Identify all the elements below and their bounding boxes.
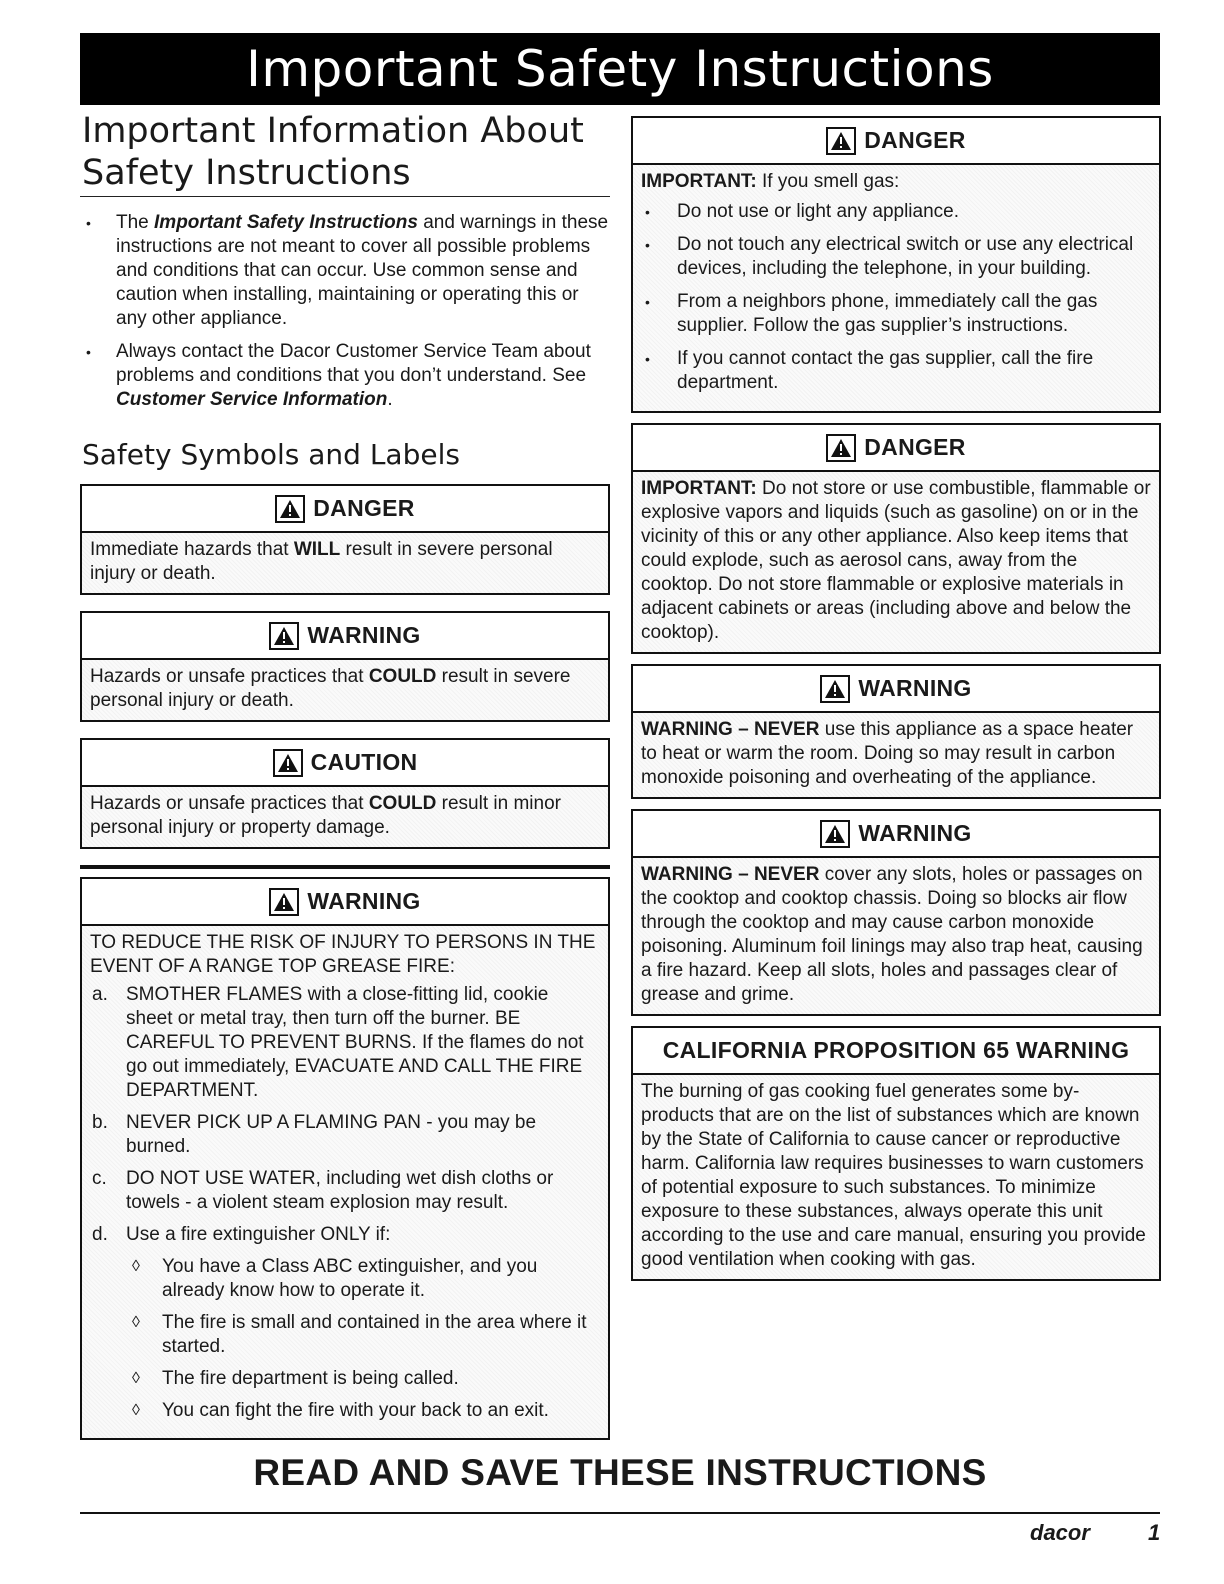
intro-bullets bbox=[80, 211, 610, 412]
list-item: ◊ The fire is small and contained in the area where it started. bbox=[132, 1312, 587, 1357]
brand-logo: dacor bbox=[1030, 1520, 1090, 1545]
page-number: 1 bbox=[1148, 1520, 1161, 1545]
box-title: WARNING bbox=[858, 820, 972, 846]
list-item: d. Use a fire extinguisher ONLY if: bbox=[92, 1224, 391, 1245]
grease-fire-warning-box bbox=[80, 877, 610, 1440]
box-title: WARNING bbox=[307, 888, 421, 914]
list-item: • If you cannot contact the gas supplier, call the fire department. bbox=[641, 347, 1151, 395]
list-item: ◊ You have a Class ABC extinguisher, and you already know how to operate it. bbox=[132, 1256, 538, 1301]
symbols-heading: Safety Symbols and Labels bbox=[82, 438, 460, 471]
list-item: • The Important Safety Instructions and warnings in these instructions are not meant to cover all possible problems and conditions that can occur. Use common sense and caution when installing, maintaining or operating this or any other appliance. bbox=[80, 211, 610, 331]
list-item: ◊ You can fight the fire with your back to an exit. bbox=[132, 1400, 549, 1421]
list-item: • Always contact the Dacor Customer Service Team about problems and conditions that you don’t understand. See Customer Service Information. bbox=[80, 340, 610, 412]
warning-triangle-icon bbox=[275, 495, 305, 523]
diamond-icon: ◊ bbox=[132, 1370, 140, 1387]
box-title: WARNING bbox=[858, 675, 972, 701]
list-item: a. SMOTHER FLAMES with a close-fitting lid, cookie sheet or metal tray, then turn off the burner. BE CAREFUL TO PREVENT BURNS. If the flames do not go out immediately, EVACUATE AND CALL THE FIRE DEPARTMENT. bbox=[92, 984, 584, 1101]
warning-label-box: WARNING Hazards or unsafe practices that COULD result in severe personal injury or death. bbox=[80, 611, 610, 722]
divider bbox=[80, 865, 610, 869]
list-item: • Do not use or light any appliance. bbox=[641, 200, 1151, 224]
list-item: ◊ The fire department is being called. bbox=[132, 1368, 459, 1389]
section-heading: Important Information About Safety Instructions bbox=[80, 110, 610, 197]
warning-triangle-icon bbox=[826, 434, 856, 462]
box-title: CALIFORNIA PROPOSITION 65 WARNING bbox=[662, 1037, 1130, 1063]
diamond-icon: ◊ bbox=[132, 1314, 140, 1331]
page-banner: Important Safety Instructions bbox=[80, 33, 1160, 105]
box-title: DANGER bbox=[313, 495, 415, 521]
warning-triangle-icon bbox=[820, 675, 850, 703]
list-item: c. DO NOT USE WATER, including wet dish cloths or towels - a violent steam explosion may result. bbox=[92, 1168, 554, 1213]
grease-intro: TO REDUCE THE RISK OF INJURY TO PERSONS IN THE EVENT OF A RANGE TOP GREASE FIRE: bbox=[90, 932, 596, 977]
right-column bbox=[631, 116, 1161, 1297]
caution-label-box: CAUTION Hazards or unsafe practices that COULD result in minor personal injury or property damage. bbox=[80, 738, 610, 849]
diamond-icon: ◊ bbox=[132, 1402, 140, 1419]
slots-warning-box: WARNING WARNING – NEVER cover any slots, holes or passages on the cooktop and cooktop chassis. Doing so blocks air flow through the cooktop and may cause carbon monoxide poisoning. Aluminum foil linings may also trap heat, causing a fire hazard. Keep all slots, holes and passages clear of grease and grime. bbox=[631, 809, 1161, 1016]
prop65-warning-box: CALIFORNIA PROPOSITION 65 WARNING The burning of gas cooking fuel generates some by-products that are on the list of substances which are known by the State of California to cause cancer or reproductive harm. California law requires businesses to warn customers of potential exposure to such substances. To minimize exposure to these substances, always operate this unit according to the use and care manual, ensuring you provide good ventilation when cooking with gas. bbox=[631, 1026, 1161, 1281]
left-column bbox=[80, 110, 610, 1456]
footer-title: READ AND SAVE THESE INSTRUCTIONS bbox=[253, 1452, 987, 1493]
list-item: • From a neighbors phone, immediately call the gas supplier. Follow the gas supplier’s instructions. bbox=[641, 290, 1151, 338]
vapor-danger-box: DANGER IMPORTANT: Do not store or use combustible, flammable or explosive vapors and liquids (such as gasoline) on or in the vicinity of this or any other appliance. Also keep items that could explode, such as aerosol cans, away from the cooktop. Do not store flammable or explosive materials in adjacent cabinets or areas (including above and below the cooktop). bbox=[631, 423, 1161, 654]
box-title: DANGER bbox=[864, 434, 966, 460]
warning-triangle-icon bbox=[269, 622, 299, 650]
heater-warning-box: WARNING WARNING – NEVER use this appliance as a space heater to heat or warm the room. Doing so may result in carbon monoxide poisoning and overheating of the appliance. bbox=[631, 664, 1161, 799]
box-title: DANGER bbox=[864, 127, 966, 153]
box-title: WARNING bbox=[307, 622, 421, 648]
warning-triangle-icon bbox=[820, 820, 850, 848]
danger-label-box: DANGER Immediate hazards that WILL result in severe personal injury or death. bbox=[80, 484, 610, 595]
gas-danger-box: DANGER IMPORTANT: If you smell gas: • Do not use or light any appliance. • Do not touch any electrical switch or use any electrical devices, including the telephone, in your building. • From a neighbors phone, immediately call the gas supplier. Follow the gas supplier’s instructions. • If you cannot contact the gas supplier, call the fire department. bbox=[631, 116, 1161, 413]
warning-triangle-icon bbox=[269, 888, 299, 916]
warning-triangle-icon bbox=[826, 127, 856, 155]
footer-divider bbox=[80, 1512, 1160, 1514]
warning-triangle-icon bbox=[273, 749, 303, 777]
list-item: b. NEVER PICK UP A FLAMING PAN - you may be burned. bbox=[92, 1112, 537, 1157]
list-item: • Do not touch any electrical switch or use any electrical devices, including the telephone, in your building. bbox=[641, 233, 1151, 281]
diamond-icon: ◊ bbox=[132, 1258, 140, 1275]
box-title: CAUTION bbox=[310, 749, 418, 775]
